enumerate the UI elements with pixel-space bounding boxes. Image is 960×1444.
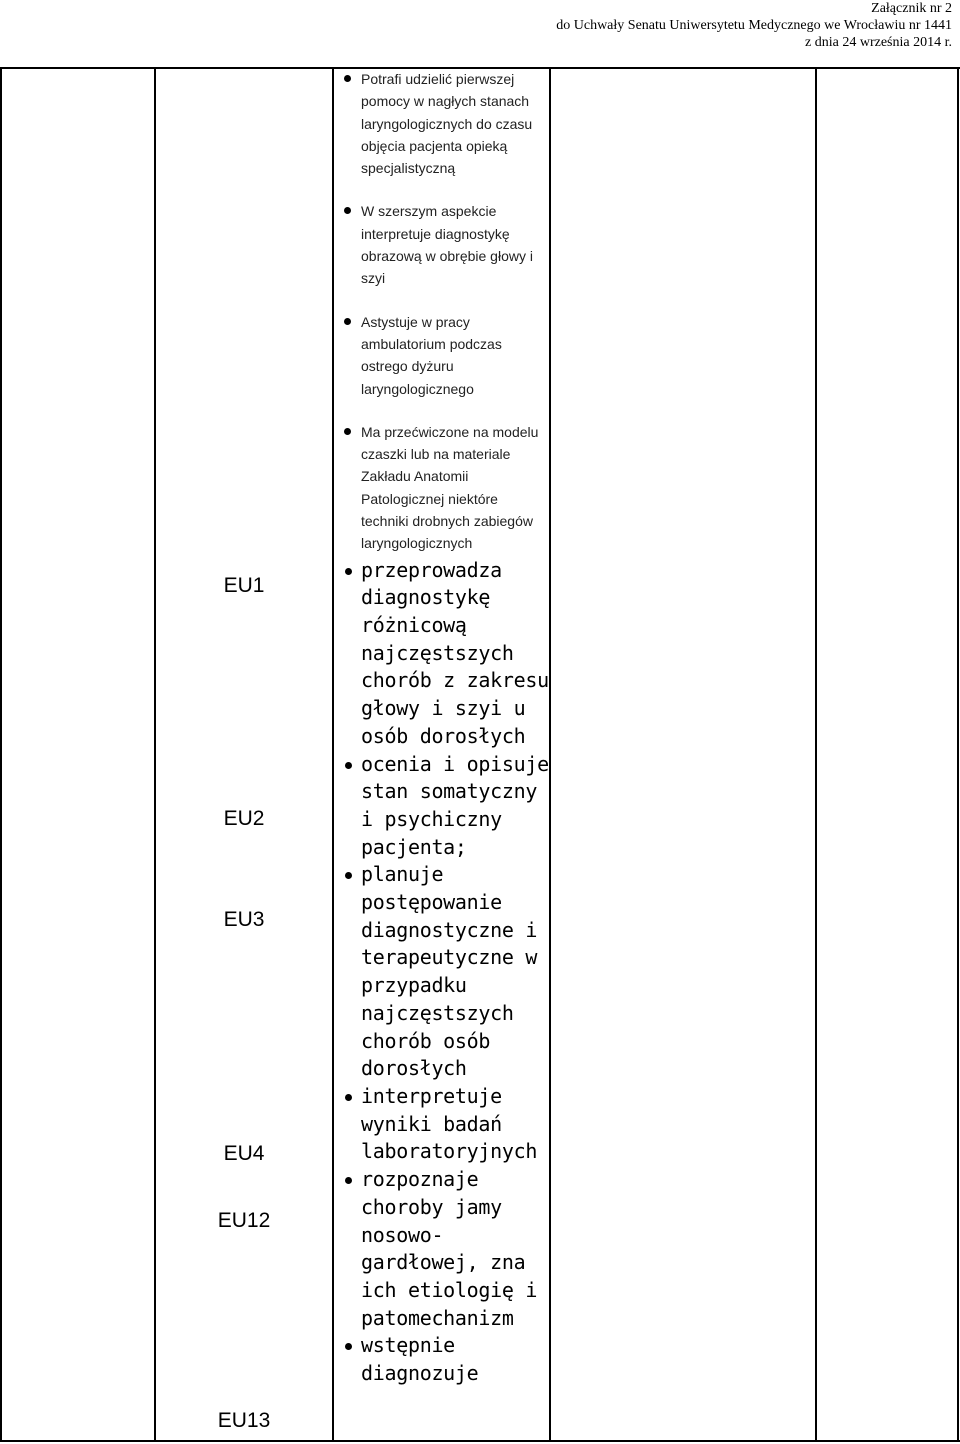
list-item-text: wstępnie diagnozuje <box>361 1333 479 1386</box>
bullet-icon <box>345 1177 352 1184</box>
list-item <box>333 751 549 862</box>
list-item-text: ocenia i opisuje stan somatyczny i psychiczny pacjenta; <box>361 751 549 859</box>
list-item <box>333 1083 549 1166</box>
list-item <box>333 421 549 555</box>
learning-outcome-code: EU4 <box>223 1142 265 1165</box>
column-divider <box>549 67 551 1442</box>
bullet-icon <box>344 428 351 435</box>
learning-outcome-code: EU3 <box>223 908 265 931</box>
list-item-text: interpretuje wyniki badań laboratoryjnych <box>361 1084 538 1164</box>
learning-outcome-code: EU2 <box>223 807 265 830</box>
outcomes-list <box>333 557 549 1388</box>
learning-outcome-code: EU12 <box>217 1209 271 1232</box>
learning-outcome-code: EU1 <box>223 574 265 597</box>
list-item-text: przeprowadza diagnostykę różnicową najczęstszych chorób z zakresu głowy i szyi u osób dorosłych <box>361 557 549 748</box>
table-left-border <box>0 67 2 1442</box>
list-item-text: W szerszym aspekcie interpretuje diagnostykę obrazową w obrębie głowy i szyi <box>361 203 533 287</box>
bullet-icon <box>344 75 351 82</box>
skills-list <box>333 68 549 555</box>
column-divider <box>815 67 817 1442</box>
resolution-reference: do Uchwały Senatu Uniwersytetu Medycznego we Wrocławiu nr 1441 <box>556 18 952 33</box>
list-item <box>333 557 549 751</box>
bullet-icon <box>345 762 352 769</box>
list-item-text: Astystuje w pracy ambulatorium podczas ostrego dyżuru laryngologicznego <box>361 313 502 397</box>
bullet-icon <box>345 872 352 879</box>
attachment-number: Załącznik nr 2 <box>871 1 952 16</box>
bullet-icon <box>344 318 351 325</box>
list-item <box>333 200 549 289</box>
bullet-icon <box>345 1094 352 1101</box>
list-item <box>333 1332 549 1387</box>
learning-outcome-code: EU13 <box>217 1409 271 1432</box>
bullet-icon <box>345 568 352 575</box>
column-divider <box>154 67 156 1442</box>
resolution-date: z dnia 24 września 2014 r. <box>805 35 952 50</box>
table-right-border <box>957 67 959 1442</box>
learning-outcomes-column <box>333 68 549 1388</box>
list-item-text: Ma przećwiczone na modelu czaszki lub na materiale Zakładu Anatomii Patologicznej niektóre techniki drobnych zabiegów laryngologicznych <box>361 423 539 552</box>
list-item <box>333 311 549 400</box>
list-item <box>333 1166 549 1332</box>
list-item-text: Potrafi udzielić pierwszej pomocy w nagłych stanach laryngologicznych do czasu objęcia pacjenta opieką specjalistyczną <box>361 71 533 177</box>
list-item <box>333 861 549 1083</box>
bullet-icon <box>345 1343 352 1350</box>
list-item-text: rozpoznaje choroby jamy nosowo-gardłowej, zna ich etiologię i patomechanizm <box>361 1167 538 1330</box>
bullet-icon <box>344 207 351 214</box>
list-item-text: planuje postępowanie diagnostyczne i terapeutyczne w przypadku najczęstszych chorób osób dorosłych <box>361 862 538 1081</box>
list-item <box>333 68 549 179</box>
